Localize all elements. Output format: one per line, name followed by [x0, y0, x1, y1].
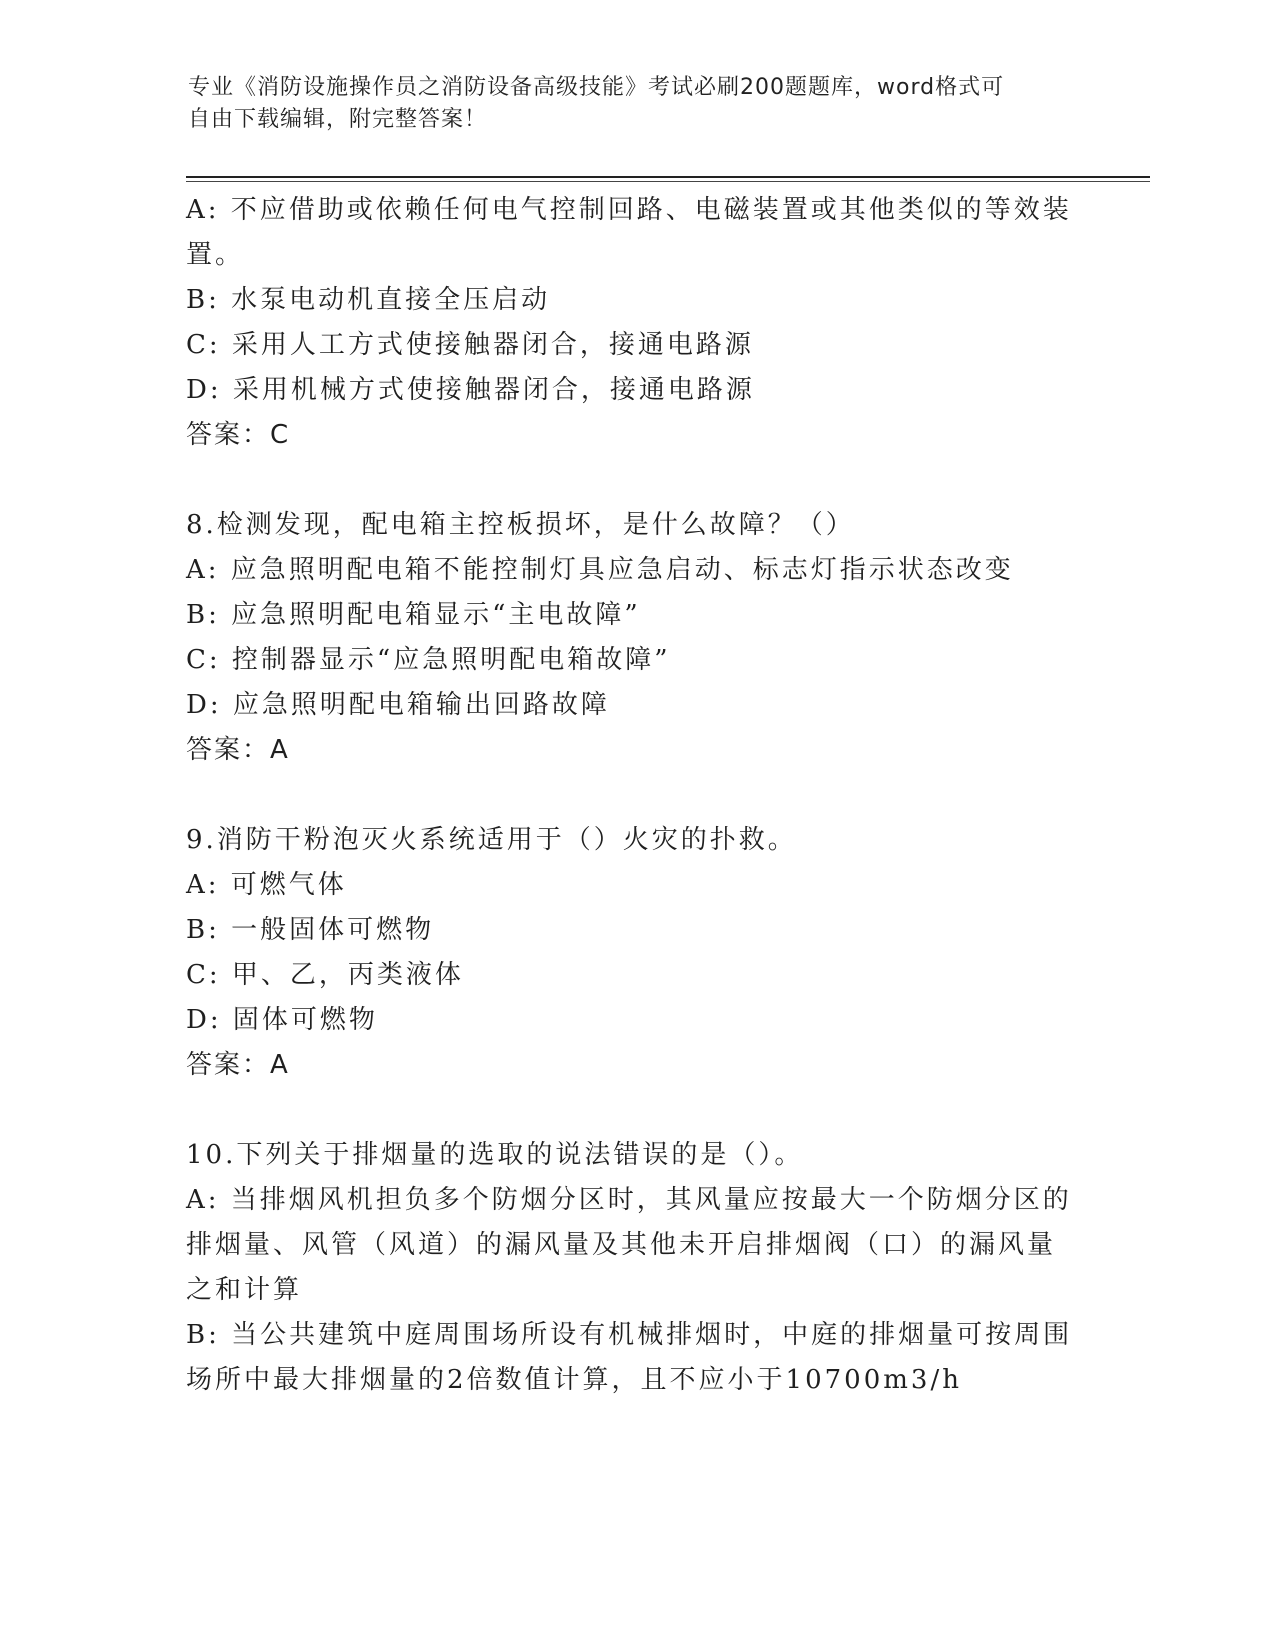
option-b: B: 一般固体可燃物: [186, 915, 435, 945]
option-a-continued: 之和计算: [186, 1275, 303, 1305]
option-b: B: 应急照明配电箱显示“主电故障”: [186, 600, 641, 630]
option-d: D: 应急照明配电箱输出回路故障: [186, 690, 610, 720]
header-line-1: 专业《消防设施操作员之消防设备高级技能》考试必刷200题题库，word格式可: [188, 75, 1005, 100]
option-b: B: 当公共建筑中庭周围场所设有机械排烟时，中庭的排烟量可按周围: [186, 1320, 1073, 1350]
question-content: [186, 188, 1086, 1403]
answer-label: 答案：C: [186, 420, 291, 450]
option-c: C: 甲、乙，丙类液体: [186, 960, 464, 990]
question-8: [186, 503, 1086, 773]
option-b: B: 水泵电动机直接全压启动: [186, 285, 551, 315]
header-divider-thin: [186, 181, 1150, 182]
question-stem: 10.下列关于排烟量的选取的说法错误的是（）。: [186, 1140, 804, 1170]
option-d: D: 采用机械方式使接触器闭合，接通电路源: [186, 375, 755, 405]
question-9: [186, 818, 1086, 1088]
question-10: [186, 1133, 1086, 1403]
question-stem: 9.消防干粉泡灭火系统适用于（）火灾的扑救。: [186, 825, 797, 855]
document-header: [188, 72, 1068, 136]
header-divider-thick: [186, 176, 1150, 178]
option-b-continued: 场所中最大排烟量的2倍数值计算，且不应小于10700m3/h: [186, 1365, 962, 1395]
option-a-continued: 置。: [186, 240, 245, 270]
spacer: [186, 773, 1086, 818]
option-a: A: 应急照明配电箱不能控制灯具应急启动、标志灯指示状态改变: [186, 555, 1014, 585]
option-a: A: 当排烟风机担负多个防烟分区时，其风量应按最大一个防烟分区的: [186, 1185, 1072, 1215]
spacer: [186, 458, 1086, 503]
question-7-continued: [186, 188, 1086, 458]
spacer: [186, 1088, 1086, 1133]
answer-label: 答案：A: [186, 1050, 290, 1080]
option-c: C: 控制器显示“应急照明配电箱故障”: [186, 645, 671, 675]
option-c: C: 采用人工方式使接触器闭合，接通电路源: [186, 330, 754, 360]
option-a: A: 可燃气体: [186, 870, 347, 900]
answer-label: 答案：A: [186, 735, 290, 765]
option-a-continued: 排烟量、风管（风道）的漏风量及其他未开启排烟阀（口）的漏风量: [186, 1230, 1057, 1260]
question-stem: 8.检测发现，配电箱主控板损坏，是什么故障？（）: [186, 510, 855, 540]
option-d: D: 固体可燃物: [186, 1005, 378, 1035]
header-line-2: 自由下载编辑，附完整答案！: [188, 107, 488, 132]
option-a: A: 不应借助或依赖任何电气控制回路、电磁装置或其他类似的等效装: [186, 195, 1072, 225]
